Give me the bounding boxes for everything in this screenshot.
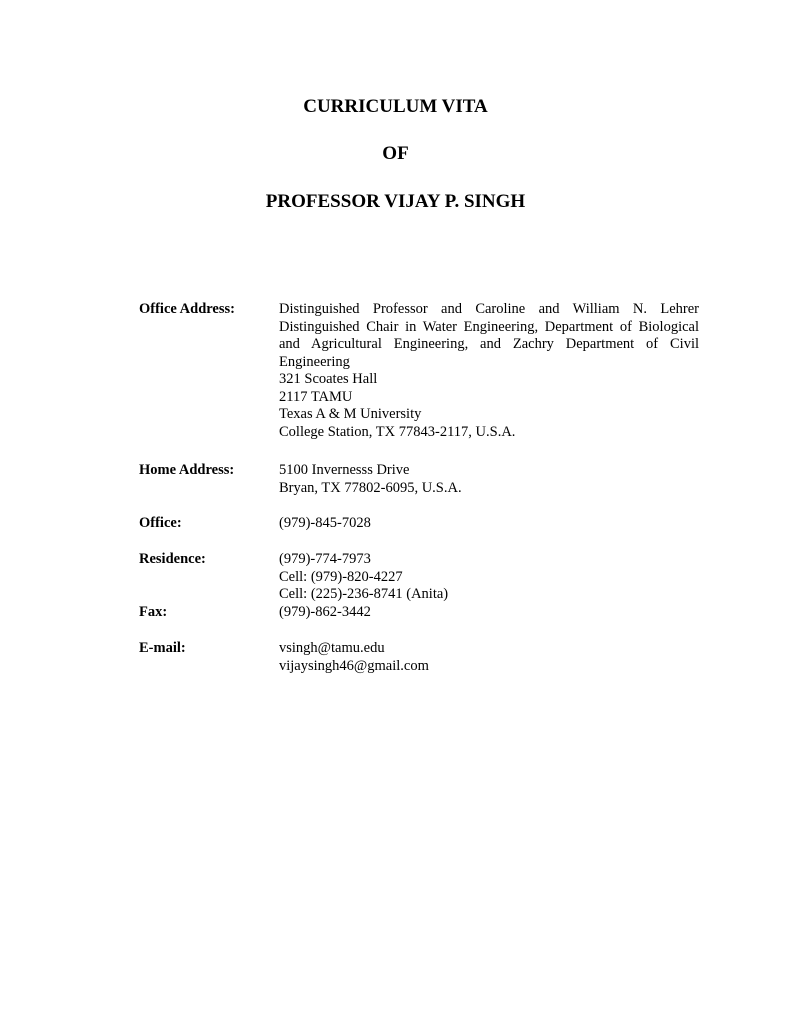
home-address-line: 5100 Invernesss Drive <box>279 462 410 478</box>
fax-number: (979)-862-3442 <box>279 604 371 620</box>
office-address-line: Texas A & M University <box>279 406 422 422</box>
residence-cell: Cell: (979)-820-4227 <box>279 568 403 585</box>
office-address-value <box>279 301 699 441</box>
residence-value <box>279 551 699 604</box>
home-address-value <box>279 462 699 497</box>
fax-label: Fax: <box>139 604 168 620</box>
email-label: E-mail: <box>139 640 186 656</box>
document-title-of: OF <box>382 143 409 164</box>
office-address-title-paragraph: Distinguished Professor and Caroline and William N. Lehrer Distinguished Chair in Water Engineering, Department of Biological and Agricultural Engineering, and Zachry Department of Civil Engineering <box>279 301 699 370</box>
residence-cell: Cell: (225)-236-8741 (Anita) <box>279 586 449 602</box>
residence-label: Residence: <box>139 551 206 567</box>
email-address: vijaysingh46@gmail.com <box>279 657 429 674</box>
email-address: vsingh@tamu.edu <box>279 640 385 656</box>
home-address-line: Bryan, TX 77802-6095, U.S.A. <box>279 479 462 496</box>
office-address-label: Office Address: <box>139 301 235 317</box>
email-value <box>279 640 699 675</box>
office-address-line: College Station, TX 77843-2117, U.S.A. <box>279 423 516 440</box>
fax-value <box>279 604 699 622</box>
document-subject-name: PROFESSOR VIJAY P. SINGH <box>265 191 526 212</box>
residence-phone: (979)-774-7973 <box>279 551 371 567</box>
home-address-label: Home Address: <box>139 462 235 478</box>
office-phone-number: (979)-845-7028 <box>279 515 371 531</box>
office-address-line: 321 Scoates Hall <box>279 371 378 387</box>
office-phone-value <box>279 515 699 533</box>
office-address-line: 2117 TAMU <box>279 388 353 405</box>
document-title: CURRICULUM VITA <box>303 96 488 117</box>
office-phone-label: Office: <box>139 515 182 531</box>
